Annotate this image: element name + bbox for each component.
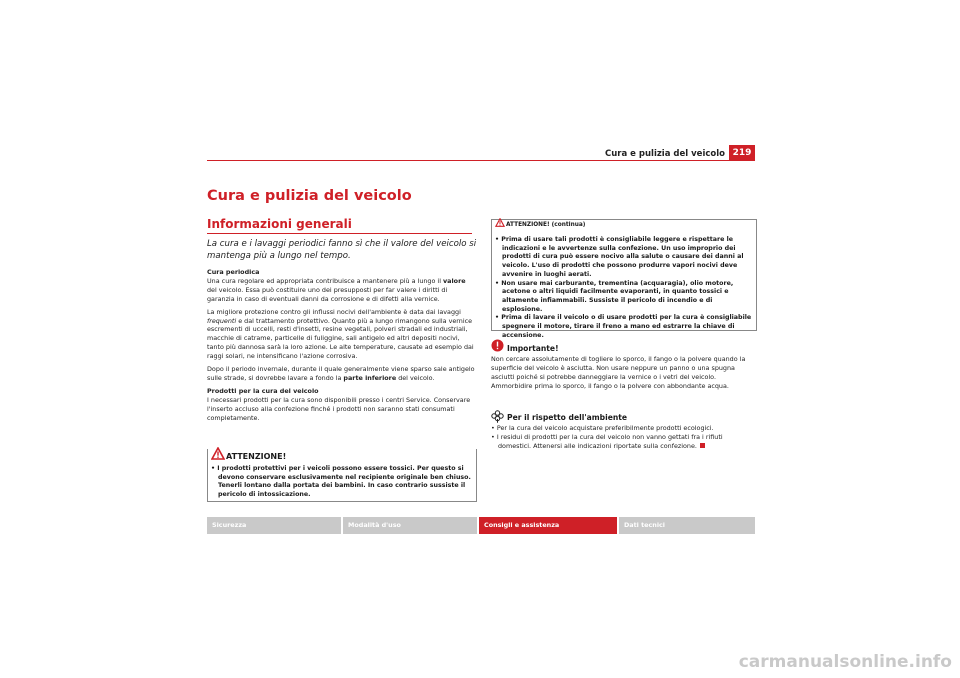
warning-text bbox=[211, 465, 473, 499]
footer-tab-label: Sicurezza bbox=[212, 521, 247, 529]
watermark-text: carmanualsonline.info bbox=[738, 652, 952, 672]
environment-title: Per il rispetto dell'ambiente bbox=[507, 413, 628, 422]
p1-text-a: Una cura regolare ed appropriata contribuisce a mantenere più a lungo il bbox=[207, 276, 444, 285]
p2-text-c: e dal trattamento protettivo. Quanto più a lungo rimangono sulla vernice escrementi di uccelli, resti d'insetti, resine vegetali, polveri stradali ed industriali, macchie di catrame, particelle di fuliggine, sali antigelo ed altri depositi nocivi, tanto più dannosa sarà la loro azione. Le alte temperature, causate ad esempio dai raggi solari, ne intensificano l'azione corrosiva. bbox=[207, 316, 474, 361]
environment-bullet-2: • I residui di prodotti per la cura del veicolo non vanno gettati fra i rifiuti domestici. Attenersi alle indicazioni riportate sulla confezione. bbox=[491, 432, 723, 450]
section-lead: La cura e i lavaggi periodici fanno sì che il valore del veicolo si mantenga più a lungo nel tempo. bbox=[207, 239, 477, 261]
section-title: Informazioni generali bbox=[207, 217, 352, 231]
environment-bullet-1: • Per la cura del veicolo acquistare preferibilmente prodotti ecologici. bbox=[491, 424, 714, 432]
section-rule bbox=[207, 233, 472, 234]
p2-italic: frequenti bbox=[207, 316, 237, 325]
footer-tab-dati-tecnici[interactable] bbox=[619, 517, 755, 534]
environment-flower-icon bbox=[491, 410, 504, 423]
warning-cont-bullet-1: • Prima di usare tali prodotti è consigliabile leggere e rispettare le indicazioni e le avvertenze sulla confezione. Un uso improprio dei prodotti di cura può essere nocivo alla salute o causare dei danni al veicolo. L'uso di prodotti che possono produrre vapori nocivi deve avvenire in luoghi aerati. bbox=[495, 236, 744, 278]
warning-title: ATTENZIONE! bbox=[226, 452, 287, 461]
environment-bullet-1-text: Per la cura del veicolo acquistare preferibilmente prodotti ecologici. bbox=[496, 424, 714, 432]
p1-bold: valore bbox=[443, 276, 466, 285]
page-number: 219 bbox=[729, 145, 755, 161]
p2-text-a: La migliore protezione contro gli influssi nocivi dell'ambiente è data dai lavaggi bbox=[207, 307, 461, 316]
warning-cont-bullet-3-text: Prima di lavare il veicolo o di usare prodotti per la cura è consigliabile spegnere il motore, tirare il freno a mano ed estrarre la chiave di accensione. bbox=[501, 314, 752, 339]
p3-text-c: del veicolo. bbox=[396, 373, 435, 382]
footer-tab-sicurezza[interactable] bbox=[207, 517, 341, 534]
footer-tab-label: Dati tecnici bbox=[624, 521, 665, 529]
p1-text-c: del veicolo. Essa può costituire uno dei presupposti per far valere i diritti di garanzia in caso di eventuali danni da corrosione e di difetti alla vernice. bbox=[207, 285, 448, 303]
paragraph-4: I necessari prodotti per la cura sono disponibili presso i centri Service. Conservare l'inserto accluso alla confezione finché i prodotti non saranno stati consumati completamente. bbox=[207, 395, 471, 422]
important-title: Importante! bbox=[507, 344, 559, 353]
warning-cont-bullet-2-text: Non usare mai carburante, trementina (acquaragia), olio motore, acetone o altri liquidi facilmente evaporanti, in quanto tossici e altamente infiammabili. Sussiste il pericolo di incendio e di esplosione. bbox=[501, 279, 734, 313]
paragraph-2 bbox=[207, 308, 475, 361]
warning-bullet-1: • I prodotti protettivi per i veicoli possono essere tossici. Per questo si devono conservare esclusivamente nel recipiente originale ben chiuso. Tenerli lontano dalla portata dei bambini. In caso contrario sussiste il pericolo di intossicazione. bbox=[211, 465, 471, 498]
footer-tab-label: Consigli e assistenza bbox=[484, 521, 560, 529]
warning-continued-text bbox=[495, 236, 753, 340]
warning-bullet-1-text: I prodotti protettivi per i veicoli possono essere tossici. Per questo si devono conservare esclusivamente nel recipiente originale ben chiuso. Tenerli lontano dalla portata dei bambini. In caso contrario sussiste il pericolo di intossicazione. bbox=[217, 465, 471, 498]
important-exclamation-icon bbox=[491, 339, 504, 352]
p3-bold: parte inferiore bbox=[343, 373, 397, 382]
left-column-body bbox=[207, 268, 475, 427]
footer-tab-consigli-assistenza[interactable] bbox=[479, 517, 617, 534]
environment-bullet-2-text: I residui di prodotti per la cura del veicolo non vanno gettati fra i rifiuti domestici. Attenersi alle indicazioni riportate sulla confezione. bbox=[496, 432, 723, 450]
header-rule bbox=[207, 160, 755, 161]
footer-tab-modalita-uso[interactable] bbox=[343, 517, 477, 534]
warning-continued-title: ATTENZIONE! (continua) bbox=[506, 222, 586, 228]
warning-cont-bullet-2: • Non usare mai carburante, trementina (acquaragia), olio motore, acetone o altri liquidi facilmente evaporanti, in quanto tossici e altamente infiammabili. Sussiste il pericolo di incendio e di esplosione. bbox=[495, 279, 734, 313]
running-header-title: Cura e pulizia del veicolo bbox=[605, 149, 725, 159]
warning-triangle-icon bbox=[211, 447, 225, 460]
warning-cont-bullet-3: • Prima di lavare il veicolo o di usare prodotti per la cura è consigliabile spegnere il motore, tirare il freno a mano ed estrarre la chiave di accensione. bbox=[495, 314, 752, 339]
footer-tab-label: Modalità d'uso bbox=[348, 521, 401, 529]
p3-text-a: Dopo il periodo invernale, durante il quale generalmente viene sparso sale antigelo sulle strade, si dovrebbe lavare a fondo la bbox=[207, 365, 475, 382]
chapter-title: Cura e pulizia del veicolo bbox=[207, 188, 412, 204]
end-of-section-marker bbox=[700, 443, 705, 448]
subheading-cura-periodica: Cura periodica bbox=[207, 268, 260, 276]
important-text: Non cercare assolutamente di togliere lo sporco, il fango o la polvere quando la superficie del veicolo è asciutta. Non usare neppure un panno o una spugna asciutti poiché si potrebbe danneggiare la vernice o i vetri del veicolo. Ammorbidire prima lo sporco, il fango o la polvere con abbondante acqua. bbox=[491, 355, 746, 390]
paragraph-1 bbox=[207, 277, 475, 304]
paragraph-3 bbox=[207, 365, 475, 383]
warning-cont-bullet-1-text: Prima di usare tali prodotti è consigliabile leggere e rispettare le indicazioni e le avvertenze sulla confezione. Un uso improprio dei prodotti di cura può essere nocivo alla salute o causare dei danni al veicolo. L'uso di prodotti che possono produrre vapori nocivi deve avvenire in luoghi aerati. bbox=[501, 236, 744, 278]
subheading-prodotti: Prodotti per la cura del veicolo bbox=[207, 386, 319, 395]
warning-triangle-small-icon bbox=[495, 218, 505, 227]
environment-text bbox=[491, 424, 753, 451]
